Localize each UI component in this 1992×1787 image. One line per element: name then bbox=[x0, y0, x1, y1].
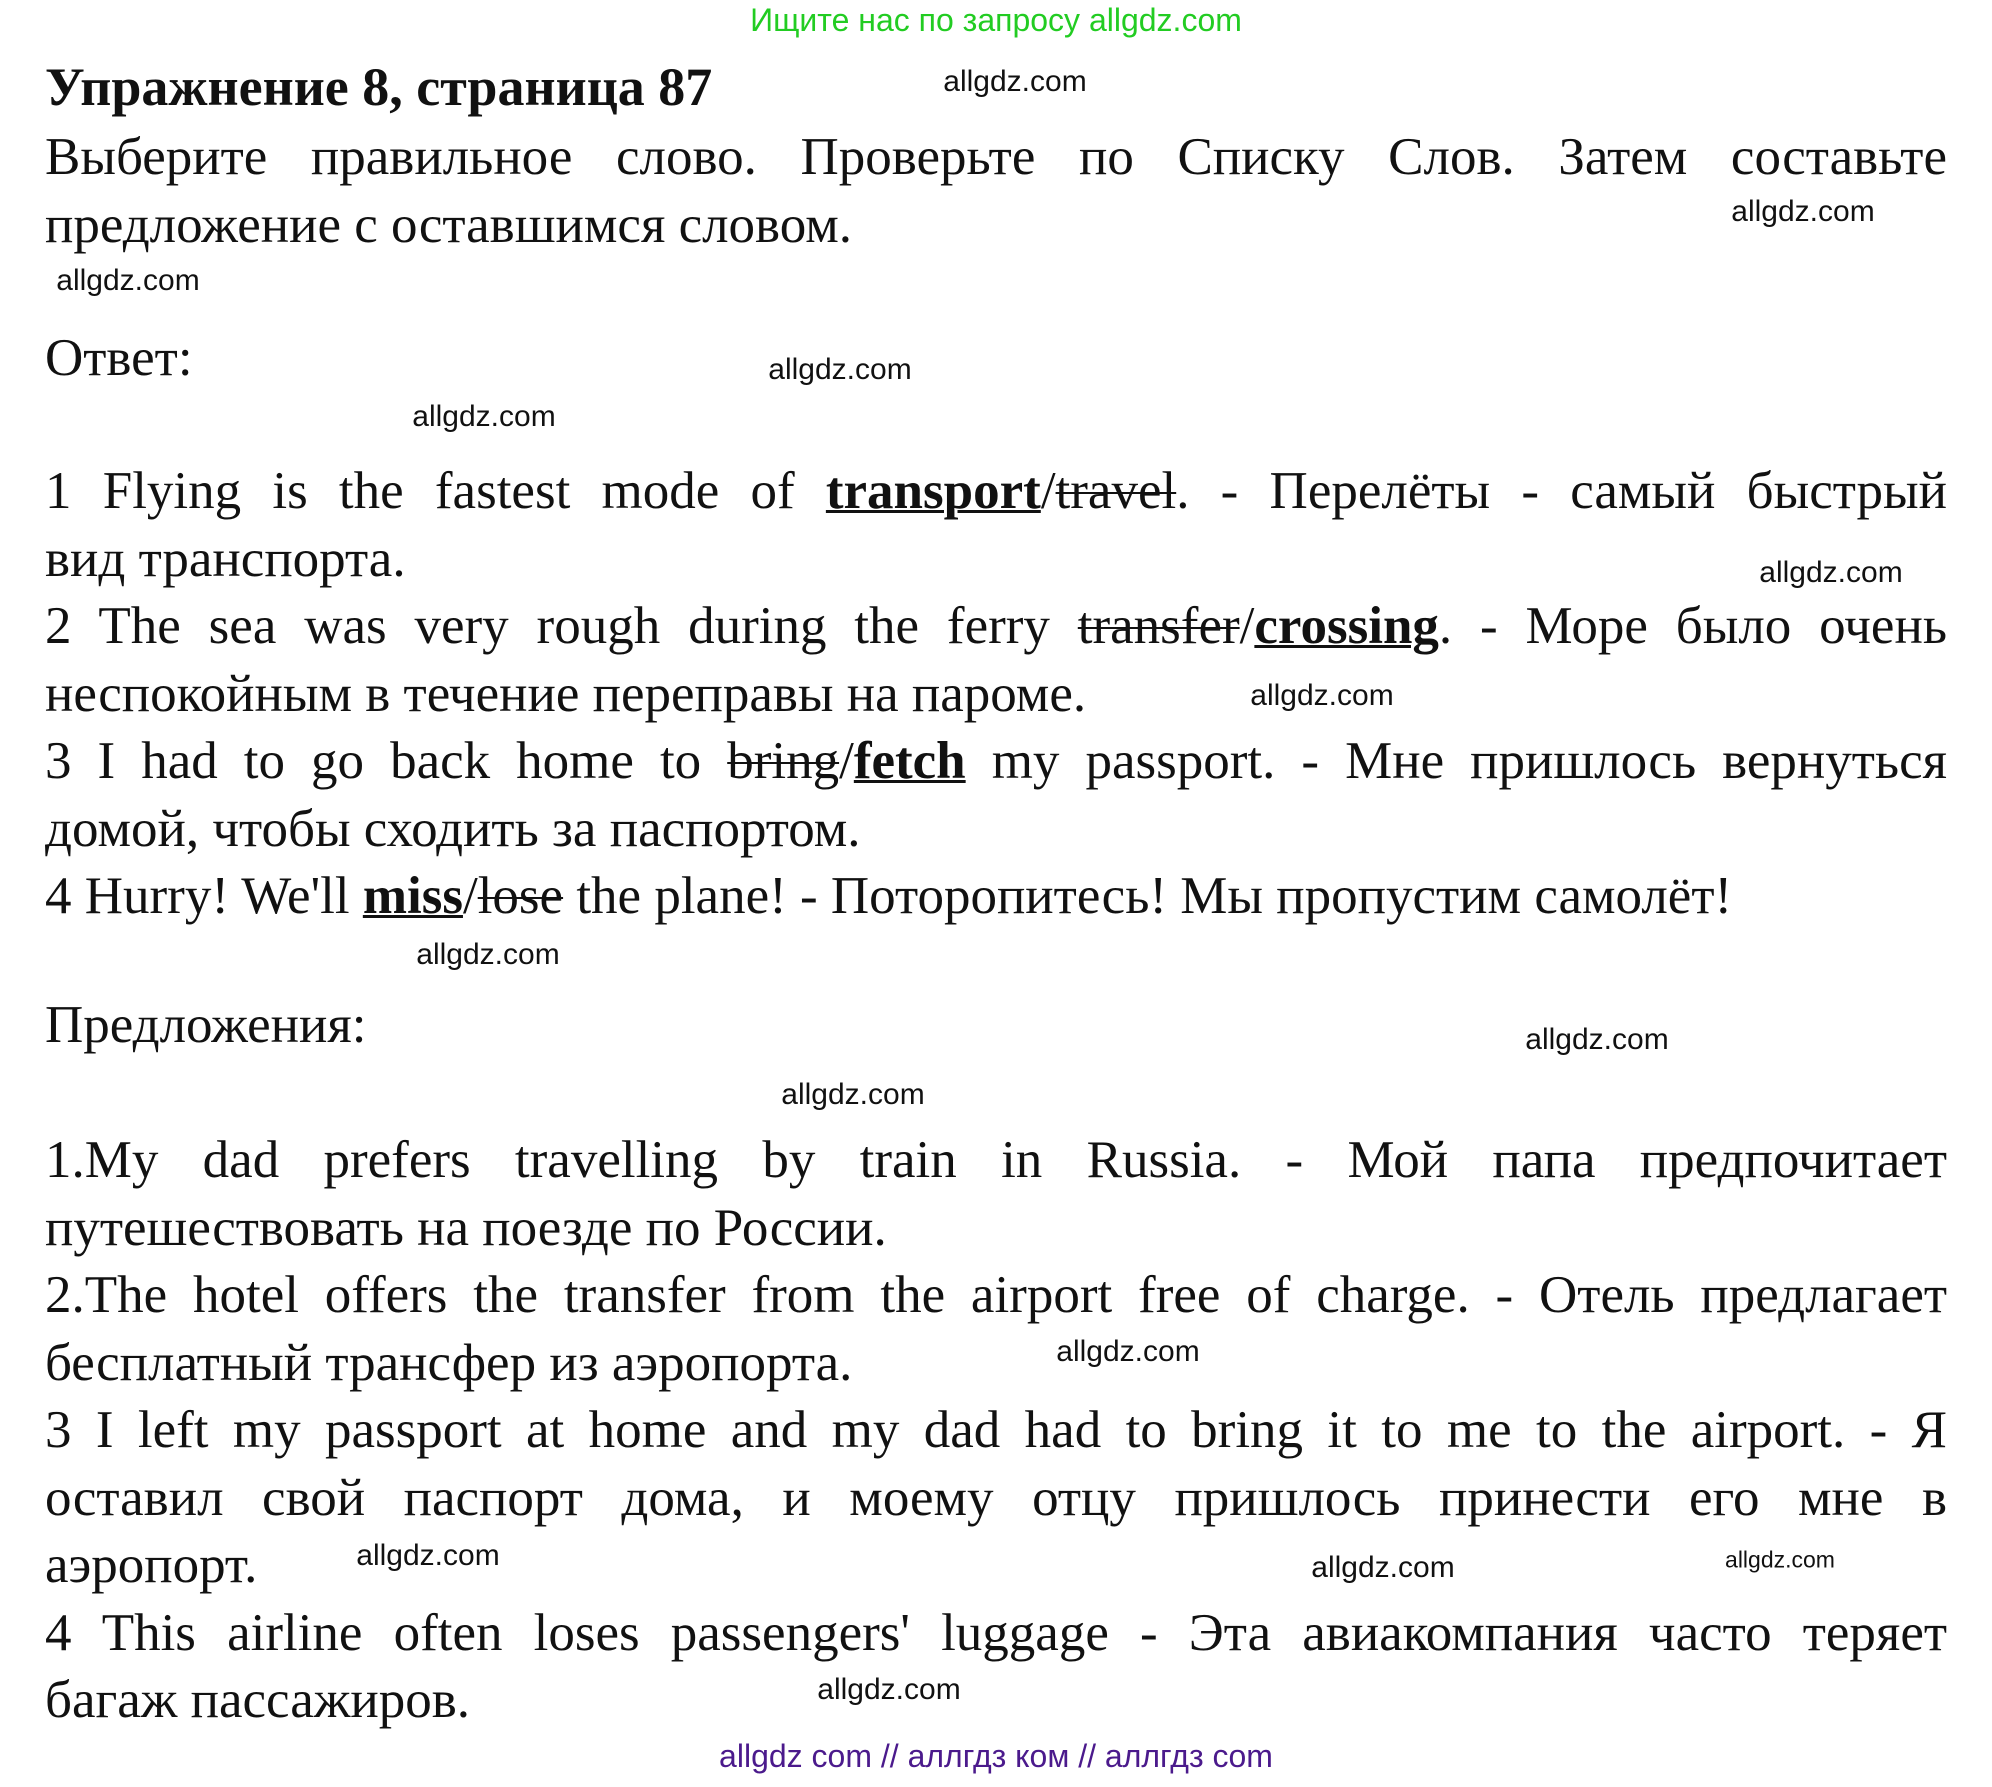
watermark: allgdz.com bbox=[1311, 1551, 1455, 1584]
text-segment: багаж пассажиров. bbox=[45, 1671, 470, 1729]
answer-line bbox=[45, 593, 1947, 661]
text-segment: 3 I left my passport at home and my dad had to bring it to me to the airport. - Я bbox=[45, 1401, 1947, 1459]
sentence-line bbox=[45, 1330, 1947, 1398]
watermark: allgdz.com bbox=[356, 1539, 500, 1572]
crossed-out-word: lose bbox=[477, 867, 564, 925]
search-banner: Ищите нас по запросу allgdz.com bbox=[750, 2, 1242, 38]
correct-word: fetch bbox=[853, 732, 966, 790]
watermark: allgdz.com bbox=[1250, 679, 1394, 712]
text-segment: домой, чтобы сходить за паспортом. bbox=[45, 799, 861, 858]
watermark: allgdz.com bbox=[1725, 1546, 1835, 1573]
watermark: allgdz.com bbox=[817, 1673, 961, 1706]
sentence-line bbox=[45, 1127, 1947, 1195]
watermark: allgdz.com bbox=[1525, 1023, 1669, 1056]
text-segment: 2 The sea was very rough during the ferry bbox=[45, 597, 1078, 655]
sentence-line bbox=[45, 1532, 1947, 1600]
answer-line bbox=[45, 796, 1947, 864]
text-segment: / bbox=[1239, 597, 1255, 655]
watermark: allgdz.com bbox=[1056, 1335, 1200, 1368]
watermark: allgdz.com bbox=[56, 264, 200, 297]
text-segment: . - Перелёты - самый быстрый bbox=[1176, 462, 1948, 520]
sentences-list bbox=[45, 1127, 1947, 1735]
answers-list bbox=[45, 458, 1947, 931]
text-segment: Выберите правильное слово. Проверьте по Списку Слов. Затем составьте bbox=[45, 128, 1947, 186]
footer-watermark: allgdz com // аллгдз ком // аллгдз com bbox=[719, 1738, 1273, 1774]
sentence-line bbox=[45, 1465, 1947, 1533]
text-segment: / bbox=[839, 732, 854, 790]
correct-word: miss bbox=[362, 867, 463, 925]
watermark: allgdz.com bbox=[1731, 195, 1875, 228]
sentence-line bbox=[45, 1262, 1947, 1330]
instruction-line bbox=[45, 124, 1947, 192]
watermark: allgdz.com bbox=[781, 1078, 925, 1111]
text-segment: / bbox=[1040, 462, 1056, 520]
instruction-text bbox=[45, 124, 1947, 259]
text-segment: 1.My dad prefers travelling by train in Russia. - Мой папа предпочитает bbox=[45, 1131, 1947, 1189]
sentence-line bbox=[45, 1397, 1947, 1465]
correct-word: crossing bbox=[1254, 597, 1439, 655]
text-segment: предложение с оставшимся словом. bbox=[45, 195, 852, 254]
text-segment: 2.The hotel offers the transfer from the airport free of charge. - Отель предлагает bbox=[45, 1266, 1947, 1324]
page-title: Упражнение 8, страница 87 bbox=[45, 57, 713, 117]
text-segment: 1 Flying is the fastest mode of bbox=[45, 462, 826, 520]
watermark: allgdz.com bbox=[1759, 556, 1903, 589]
answer-label: Ответ: bbox=[45, 329, 193, 387]
text-segment: вид транспорта. bbox=[45, 529, 406, 588]
crossed-out-word: transfer bbox=[1077, 597, 1240, 655]
text-segment: 4 This airline often loses passengers' luggage - Эта авиакомпания часто теряет bbox=[45, 1603, 1947, 1662]
text-segment: 3 I had to go back home to bbox=[45, 732, 728, 790]
answer-line bbox=[45, 458, 1947, 526]
sentence-line bbox=[45, 1667, 1947, 1735]
text-segment: my passport. - Мне пришлось вернуться bbox=[965, 732, 1948, 790]
answer-line bbox=[45, 526, 1947, 594]
watermark: allgdz.com bbox=[416, 938, 560, 971]
crossed-out-word: bring bbox=[727, 732, 840, 790]
watermark: allgdz.com bbox=[943, 65, 1087, 98]
text-segment: 4 Hurry! We'll bbox=[45, 867, 363, 925]
watermark: allgdz.com bbox=[768, 353, 912, 386]
sentence-line bbox=[45, 1600, 1947, 1668]
text-segment: аэропорт. bbox=[45, 1536, 258, 1594]
text-segment: оставил свой паспорт дома, и моему отцу пришлось принести его мне в bbox=[45, 1468, 1947, 1527]
sentences-label: Предложения: bbox=[45, 996, 367, 1054]
answer-line bbox=[45, 863, 1947, 931]
answer-line bbox=[45, 728, 1947, 796]
text-segment: the plane! - Поторопитесь! Мы пропустим самолёт! bbox=[563, 867, 1733, 925]
crossed-out-word: travel bbox=[1055, 462, 1177, 520]
text-segment: / bbox=[462, 867, 478, 925]
correct-word: transport bbox=[825, 462, 1041, 520]
watermark: allgdz.com bbox=[412, 400, 556, 433]
text-segment: путешествовать на поезде по России. bbox=[45, 1198, 887, 1257]
text-segment: неспокойным в течение переправы на пароме. bbox=[45, 664, 1087, 723]
answer-line bbox=[45, 661, 1947, 729]
text-segment: бесплатный трансфер из аэропорта. bbox=[45, 1333, 853, 1392]
text-segment: . - Море было очень bbox=[1438, 597, 1947, 655]
instruction-line bbox=[45, 192, 1947, 260]
sentence-line bbox=[45, 1195, 1947, 1263]
